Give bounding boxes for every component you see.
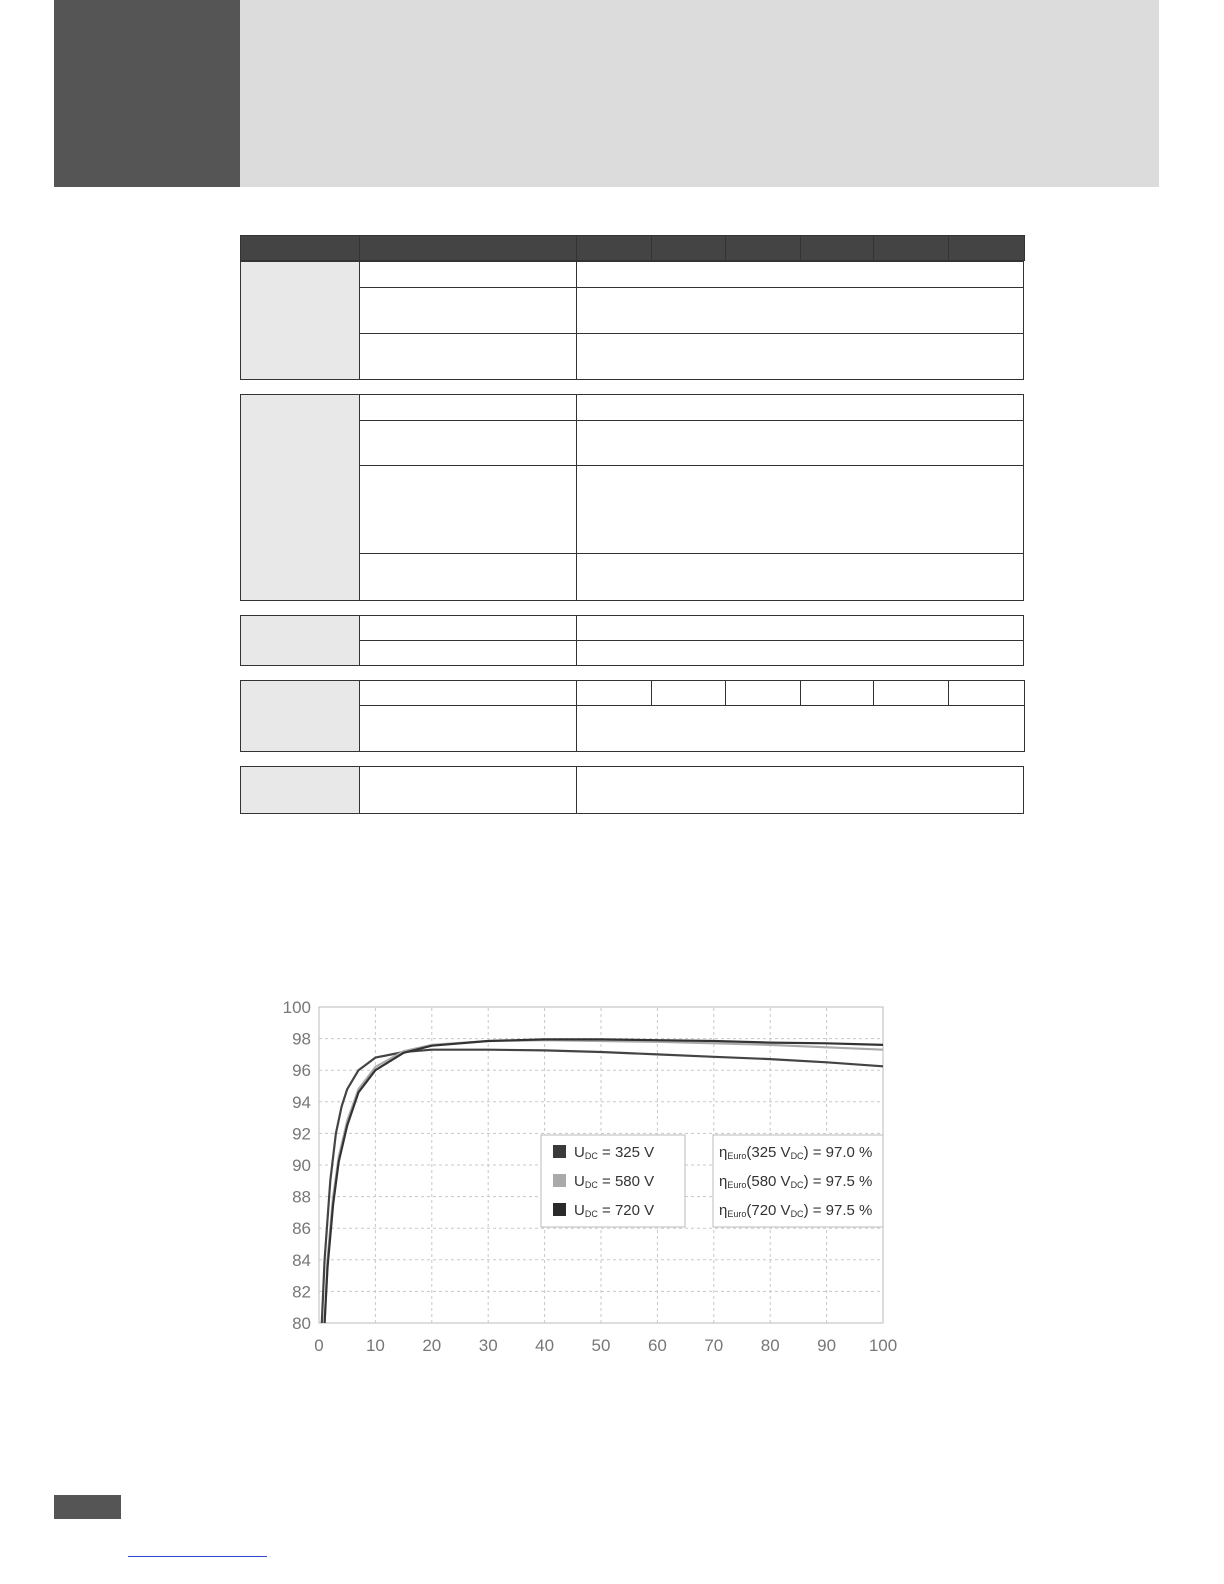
y-tick-label: 82 <box>292 1282 311 1302</box>
row-label-cell <box>360 681 577 706</box>
row-value-cell <box>577 466 1024 554</box>
header-cell <box>726 236 801 261</box>
row-value-cell <box>577 421 1024 466</box>
row-value-cell <box>726 681 801 706</box>
row-value-cell <box>949 681 1025 706</box>
x-tick-label: 100 <box>868 1336 898 1355</box>
y-tick-label: 98 <box>292 1029 311 1049</box>
row-label-cell <box>360 706 577 752</box>
row-value-cell <box>577 554 1024 601</box>
y-tick-label: 94 <box>292 1092 311 1112</box>
header-cell <box>874 236 949 261</box>
x-tick-label: 10 <box>365 1336 385 1355</box>
header-cell <box>652 236 726 261</box>
y-tick-label: 88 <box>292 1187 311 1207</box>
row-label-cell <box>360 288 577 334</box>
legend-label-580: UDC = 580 V <box>574 1173 655 1190</box>
row-value-cell <box>577 681 652 706</box>
group-label-cell <box>241 681 360 752</box>
header-cell <box>360 236 577 261</box>
legend-swatch-325 <box>553 1145 566 1158</box>
header-cell <box>949 236 1025 261</box>
section-tab <box>54 0 240 187</box>
row-value-cell <box>874 681 949 706</box>
table-row <box>241 681 1025 706</box>
row-value-cell <box>577 334 1024 380</box>
header-cell <box>241 236 360 261</box>
legend-swatch-580 <box>553 1174 566 1187</box>
spec-table-header <box>240 235 1025 261</box>
table-header-row <box>241 236 1025 261</box>
row-value-cell <box>577 616 1024 641</box>
table-row <box>241 395 1024 421</box>
x-tick-label: 60 <box>647 1336 667 1355</box>
y-axis <box>283 998 311 1333</box>
legend-label-325: UDC = 325 V <box>574 1144 655 1161</box>
row-label-cell <box>360 554 577 601</box>
row-label-cell <box>360 641 577 666</box>
row-value-cell <box>801 681 874 706</box>
x-tick-label: 70 <box>704 1336 724 1355</box>
euro-efficiency-325: ηEuro(325 VDC) = 97.0 % <box>719 1144 873 1161</box>
page-header-band <box>240 0 1159 187</box>
row-value-cell <box>577 288 1024 334</box>
legend-swatch-720 <box>553 1203 566 1216</box>
row-label-cell <box>360 616 577 641</box>
euro-efficiency-720: ηEuro(720 VDC) = 97.5 % <box>719 1202 873 1219</box>
row-value-cell <box>577 767 1024 814</box>
row-value-cell <box>652 681 726 706</box>
row-value-cell <box>577 706 1025 752</box>
group-label-cell <box>241 616 360 666</box>
x-tick-label: 80 <box>760 1336 780 1355</box>
table-row <box>241 767 1024 814</box>
x-axis <box>314 1336 897 1355</box>
y-tick-label: 90 <box>292 1156 311 1175</box>
row-label-cell <box>360 262 577 288</box>
row-label-cell <box>360 421 577 466</box>
spec-group-1 <box>240 261 1024 380</box>
row-label-cell <box>360 767 577 814</box>
x-tick-label: 90 <box>817 1336 837 1355</box>
x-tick-label: 0 <box>314 1336 324 1355</box>
spec-group-4 <box>240 680 1025 752</box>
legend-label-720: UDC = 720 V <box>574 1202 655 1219</box>
row-value-cell <box>577 395 1024 421</box>
spec-group-5 <box>240 766 1024 814</box>
x-tick-label: 40 <box>535 1336 555 1355</box>
row-label-cell <box>360 395 577 421</box>
x-tick-label: 30 <box>478 1336 498 1355</box>
legend <box>541 1135 685 1227</box>
y-tick-label: 92 <box>292 1124 311 1144</box>
x-tick-label: 20 <box>422 1336 442 1355</box>
euro-efficiency-580: ηEuro(580 VDC) = 97.5 % <box>719 1173 873 1190</box>
spec-group-2 <box>240 394 1024 601</box>
euro-efficiency-box <box>713 1135 883 1227</box>
row-value-cell <box>577 262 1024 288</box>
row-label-cell <box>360 466 577 554</box>
header-cell <box>801 236 874 261</box>
page-number-block <box>54 1495 121 1519</box>
group-label-cell <box>241 395 360 601</box>
spec-group-3 <box>240 615 1024 666</box>
group-label-cell <box>241 262 360 380</box>
footer-link[interactable] <box>128 1556 267 1557</box>
table-row <box>241 262 1024 288</box>
header-cell <box>577 236 652 261</box>
y-tick-label: 86 <box>292 1219 311 1239</box>
group-label-cell <box>241 767 360 814</box>
row-value-cell <box>577 641 1024 666</box>
y-tick-label: 96 <box>292 1061 311 1081</box>
table-row <box>241 616 1024 641</box>
y-tick-label: 100 <box>282 998 311 1017</box>
x-tick-label: 50 <box>591 1336 611 1355</box>
row-label-cell <box>360 334 577 380</box>
y-tick-label: 80 <box>292 1314 311 1333</box>
y-tick-label: 84 <box>292 1250 311 1270</box>
efficiency-chart <box>258 992 918 1372</box>
